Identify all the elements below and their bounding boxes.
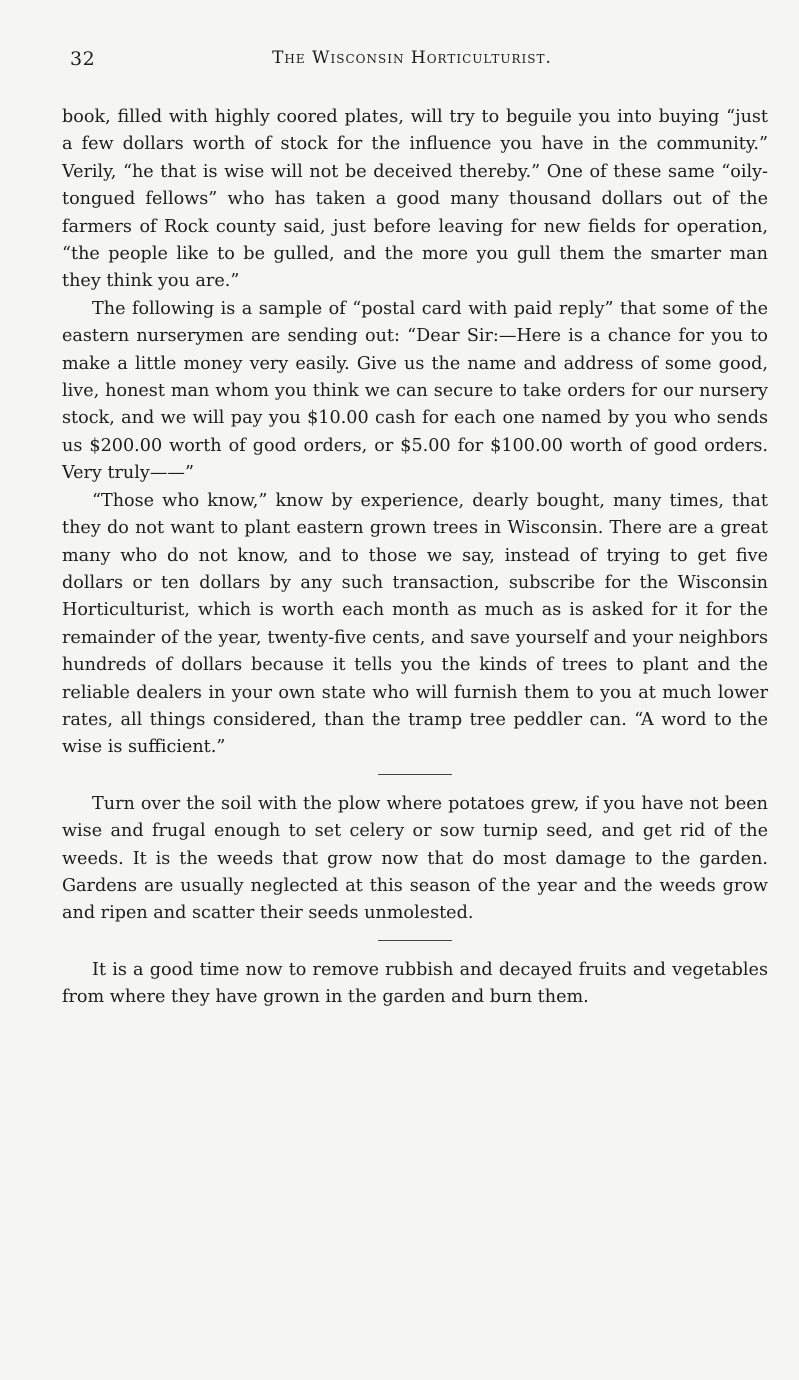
journal-title: The Wisconsin Horticulturist. bbox=[272, 48, 552, 68]
running-head bbox=[62, 44, 762, 74]
section-divider bbox=[378, 774, 452, 775]
paragraph-turn-soil: Turn over the soil with the plow where potatoes grew, if you have not been wise and frugal enough to set celery or sow turnip seed, and get rid of the weeds. It is the weeds that grow now that do most damage to the garden. Gardens are usually neglected at this season of the year and the weeds grow and ripen and scatter their seeds unmolested. bbox=[62, 793, 768, 924]
paragraph-postal-card: The following is a sample of “postal card with paid reply” that some of the eastern nurserymen are sending out: “Dear Sir:—Here is a chance for you to make a little money very easily. Give us the name and address of some good, live, honest man whom you think we can secure to take orders for our nursery stock, and we will pay you $10.00 cash for each one named by you who sends us $200.00 worth of good orders, or $5.00 for $100.00 worth of good orders. Very truly——” bbox=[62, 298, 768, 484]
paragraph-continued: book, filled with highly coored plates, will try to beguile you into buying “just a few dollars worth of stock for the influence you have in the community.” Verily, “he that is wise will not be deceived thereby.” One of these same “oily-tongued fellows” who has taken a good many thousand dollars out of the farmers of Rock county said, just before leaving for new fields for operation, “the people like to be gulled, and the more you gull them the smarter man they think you are.” bbox=[62, 107, 768, 292]
page-number: 32 bbox=[70, 48, 96, 70]
paragraph-those-who-know: “Those who know,” know by experience, dearly bought, many times, that they do not want to plant eastern grown trees in Wisconsin. There are a great many who do not know, and to those we say, instead of trying to get five dollars or ten dollars by any such transaction, subscribe for the Wisconsin Horticulturist, which is worth each month as much as is asked for it for the remainder of the year, twenty-five cents, and save yourself and your neighbors hundreds of dollars because it tells you the kinds of trees to plant and the reliable dealers in your own state who will furnish them to you at much lower rates, all things considered, than the tramp tree peddler can. “A word to the wise is sufficient.” bbox=[62, 490, 768, 758]
section-divider bbox=[378, 940, 452, 941]
paragraph-remove-rubbish: It is a good time now to remove rubbish and decayed fruits and vegetables from where they have grown in the garden and burn them. bbox=[62, 959, 768, 1008]
article-body bbox=[62, 104, 768, 1012]
